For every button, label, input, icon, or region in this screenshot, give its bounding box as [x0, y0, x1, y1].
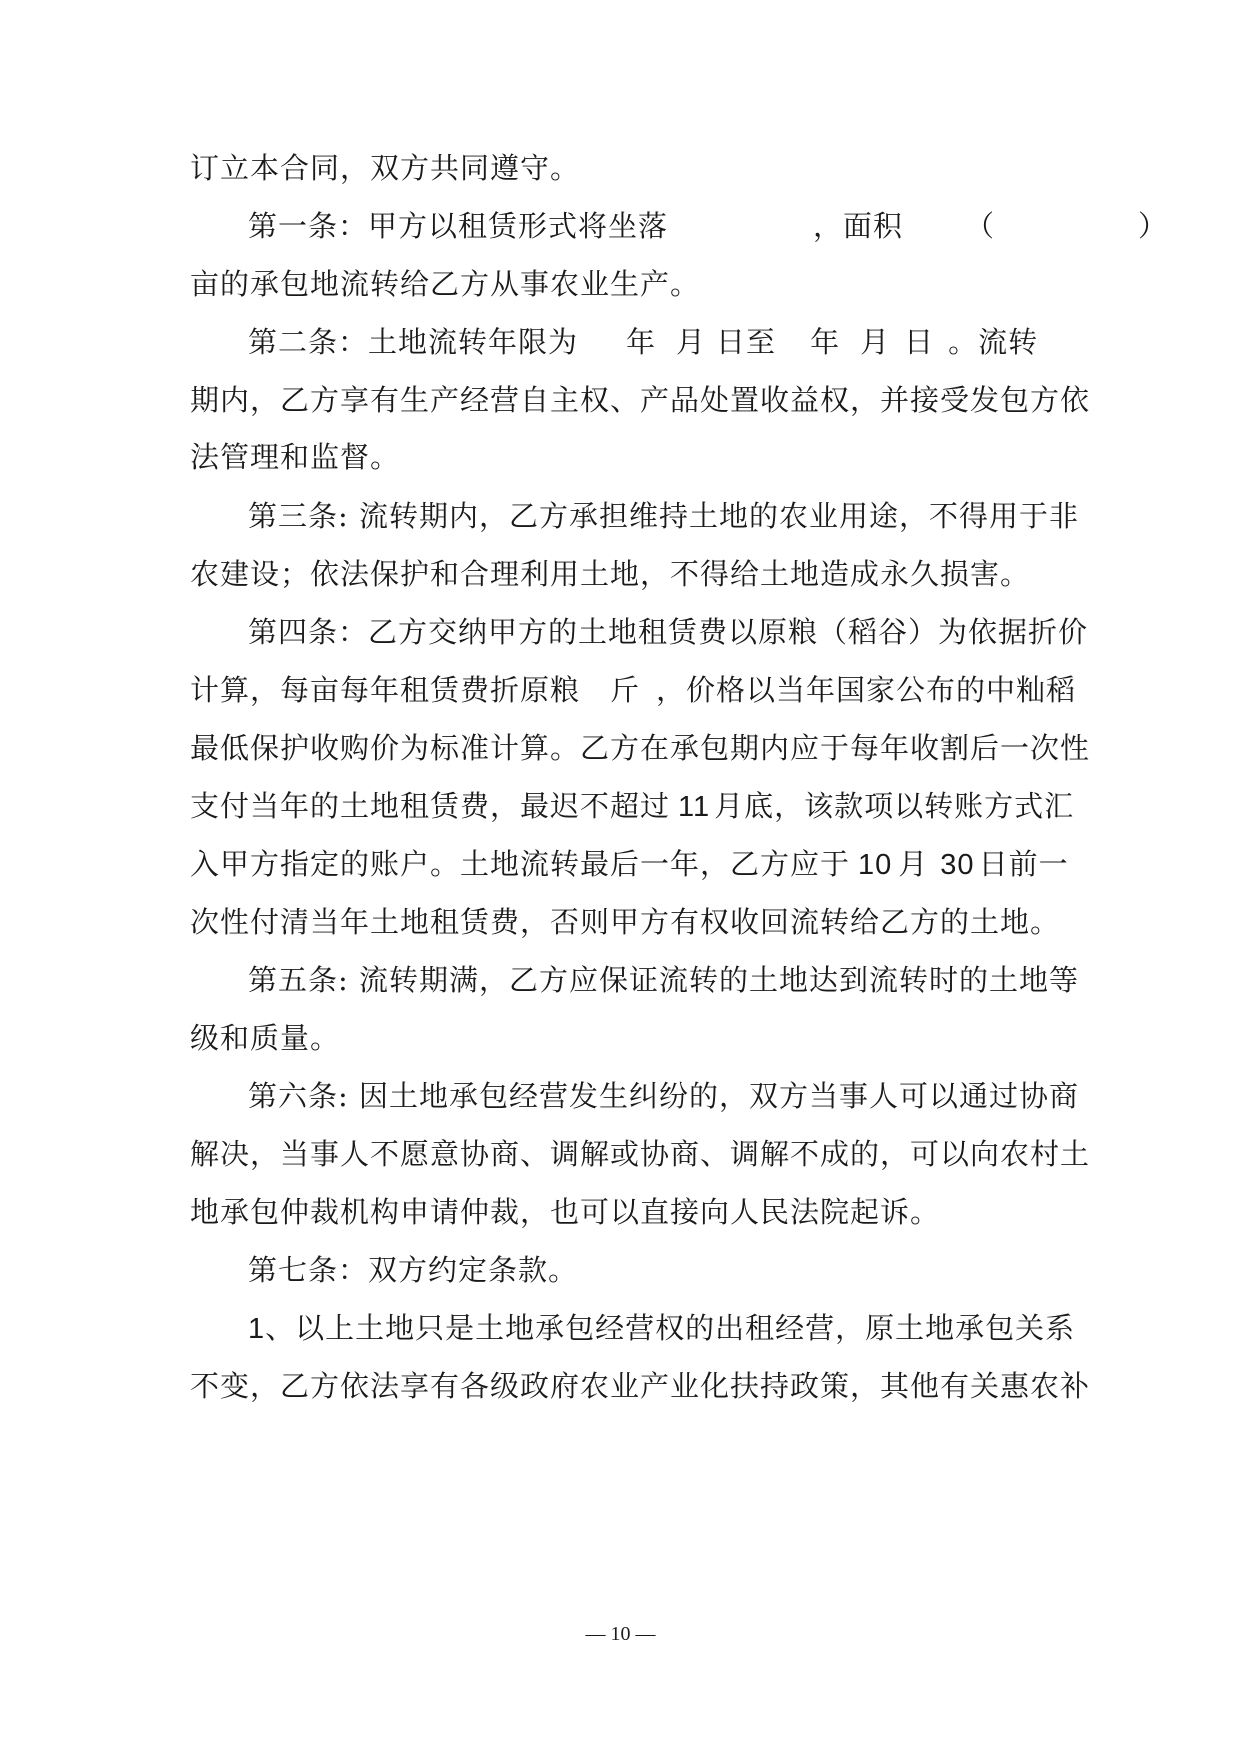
text-line: 次性付清当年土地租赁费，否则甲方有权收回流转给乙方的土地。 [190, 905, 1061, 939]
text-line: 计算，每亩每年租赁费折原粮 斤 ，价格以当年国家公布的中籼稻 [190, 673, 1077, 707]
article-6-line: 第六条: 因土地承包经营发生纠纷的，双方当事人可以通过协商 [248, 1079, 1079, 1113]
text-line: 不变，乙方依法享有各级政府农业产业化扶持政策，其他有关惠农补 [190, 1369, 1091, 1403]
clause-1-line: 1、以上土地只是土地承包经营权的出租经营，原土地承包关系 [248, 1311, 1076, 1345]
text-line: 支付当年的土地租赁费，最迟不超过 11 月底，该款项以转账方式汇 [190, 789, 1075, 823]
article-7-line: 第七条：双方约定条款。 [248, 1253, 579, 1287]
text-line: 农建设；依法保护和合理利用土地，不得给土地造成永久损害。 [190, 557, 1031, 591]
article-5-line: 第五条: 流转期满，乙方应保证流转的土地达到流转时的土地等 [248, 963, 1079, 997]
article-4-line: 第四条：乙方交纳甲方的土地租赁费以原粮（稻谷）为依据折价 [248, 615, 1089, 649]
text-line: 入甲方指定的账户。土地流转最后一年，乙方应于 10 月 30 日前一 [190, 847, 1069, 881]
article-2-line: 第二条：土地流转年限为 年 月 日至 年 月 日 。流转 [248, 325, 1039, 359]
article-1-line: 第一条：甲方以租赁形式将坐落 ，面积 （ ） [248, 209, 1169, 243]
page-number: — 10 — [585, 1623, 656, 1645]
text-line: 级和质量。 [190, 1021, 341, 1055]
text-line: 期内，乙方享有生产经营自主权、产品处置收益权，并接受发包方依 [190, 383, 1091, 417]
text-line: 订立本合同，双方共同遵守。 [190, 151, 581, 185]
text-line: 最低保护收购价为标准计算。乙方在承包期内应于每年收割后一次性 [190, 731, 1091, 765]
text-line: 解决，当事人不愿意协商、调解或协商、调解不成的，可以向农村土 [190, 1137, 1091, 1171]
text-line: 法管理和监督。 [190, 440, 401, 474]
article-3-line: 第三条: 流转期内，乙方承担维持土地的农业用途，不得用于非 [248, 499, 1079, 533]
text-line: 地承包仲裁机构申请仲裁，也可以直接向人民法院起诉。 [190, 1195, 941, 1229]
text-line: 亩的承包地流转给乙方从事农业生产。 [190, 267, 701, 301]
